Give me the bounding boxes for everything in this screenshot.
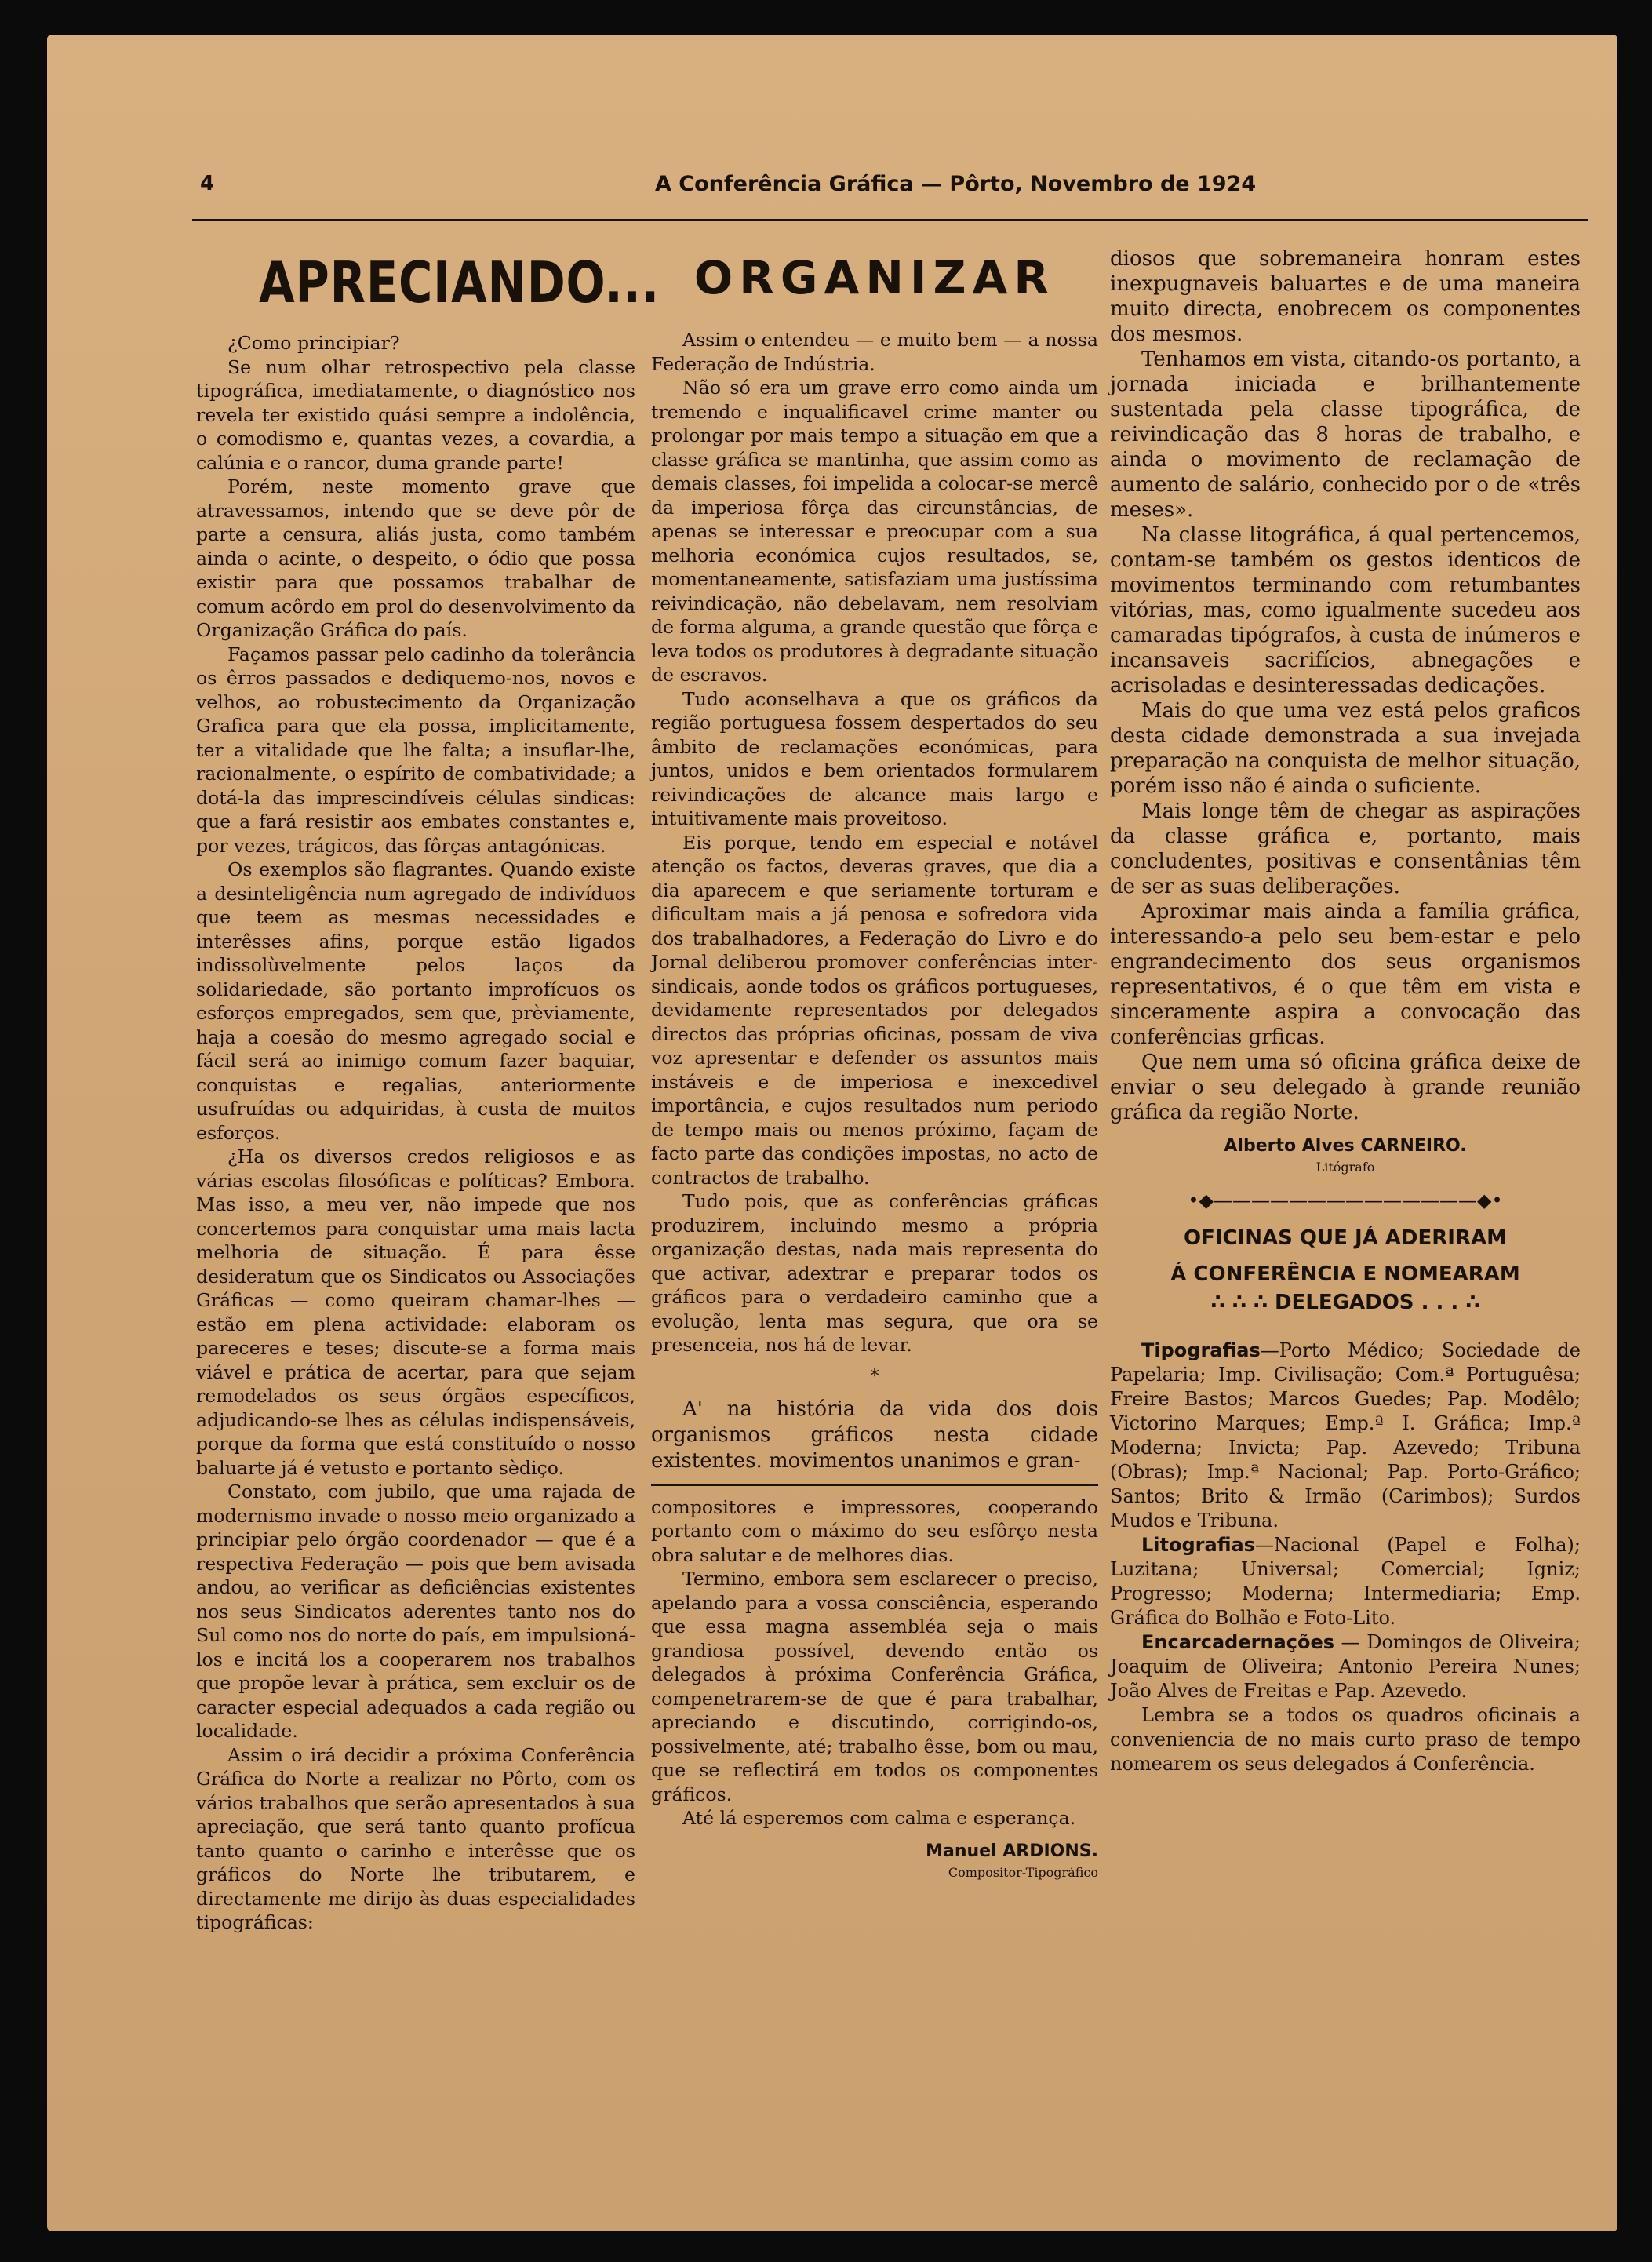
paragraph: Até lá esperemos com calma e esperança.: [682, 1807, 1076, 1829]
article-title: APRECIANDO...: [259, 250, 660, 315]
encadernacoes-text: — Domingos de Oliveira; Joaquim de Oliveira; Antonio Pereira Nunes; João Alves de Freitas e Pap. Azevedo.: [1110, 1631, 1581, 1702]
paragraph: Eis porque, tendo em especial e notável atenção os factos, deveras graves, que dia a dia aparecem e que seriamente torturam e dificultam mais a já penosa e sofredora vida dos trabalhadores, a Federação do Livro e do Jornal deliberou promover conferências inter-sindicais, aonde todos os gráficos portugueses, devidamente representados por delegados directos das próprias oficinas, possam de viva voz apresentar e defender os assuntos mais instáveis e de imperiosa e inexcedivel importância, e cujos resultados num periodo de tempo mais ou menos próximo, façam de facto parte das condições impostas, no acto de contractos de trabalho.: [651, 831, 1098, 1189]
newspaper-page: [47, 35, 1617, 2231]
paragraph: Os exemplos são flagrantes. Quando existe a desinteligência num agregado de indivíduos que teem as mesmas necessidades e interêsses afins, porque estão ligados indissolùvelmente pelos laços da solidariedade, são portanto improfícuos os esforços empregados, sem que, prèviamente, haja a coesão do mesmo agregado social e fácil será ao inimigo comum fazer baquiar, conquistas e regalias, anteriormente usufruídas ou adquiridas, à custa de muitos esforços.: [196, 858, 635, 1144]
ornament-divider: •◆——————————————◆•: [1188, 1189, 1503, 1211]
paragraph: Tudo pois, que as conferências gráficas produzirem, incluindo mesmo a própria organização destas, nada mais representa do que activar, adextrar e preparar todos os gráficos para o verdadeiro caminho que a evolução, lenta mas segura, que ora se presenceia, nos há de levar.: [651, 1190, 1098, 1356]
paragraph: compositores e impressores, cooperando portanto com o máximo do seu esfôrço nesta obra salutar e de melhores dias.: [651, 1495, 1098, 1566]
tipografias-text: —Porto Médico; Sociedade de Papelaria; Imp. Civilisação; Com.ª Portuguêsa; Freire Bastos; Marcos Guedes; Pap. Modêlo; Victorino Marques; Emp.ª I. Gráfica; Imp.ª Moderna; Invicta; Pap. Azevedo; Tribuna (Obras); Imp.ª Nacional; Pap. Porto-Gráfico; Santos; Brito & Irmão (Carimbos); Surdos Mudos e Tribuna.: [1110, 1339, 1581, 1532]
paragraph: Assim o irá decidir a próxima Conferência Gráfica do Norte a realizar no Pôrto, com os vários trabalhos que serão apresentados à sua apreciação, que será tanto quanto profícua tanto quanto o carinho e interêsse que os gráficos do Norte lhe tributarem, e directamente me dirijo às duas especialidades tipográficas:: [196, 1743, 635, 1933]
litografias-label: Litografias: [1141, 1534, 1255, 1556]
signature: Alberto Alves CARNEIRO.: [1224, 1136, 1467, 1156]
encadernacoes-label: Encarcadernações: [1141, 1631, 1335, 1653]
list-item: [1110, 1533, 1581, 1630]
paragraph: Façamos passar pelo cadinho da tolerância os êrros passados e dediquemo-nos, novos e velhos, ao robustecimento da Organização Grafica para que ela possa, implicitamente, ter a vitalidade que lhe falta; a insuflar-lhe, racionalmente, o espírito de combatividade; a dotá-la das imprescindíveis células sindicas: que a fará resistir aos embates constantes e, por vezes, trágicos, das fôrças antagónicas.: [196, 643, 635, 857]
paragraph: Que nem uma só oficina gráfica deixe de enviar o seu delegado à grande reunião gráfica da região Norte.: [1110, 1051, 1581, 1124]
litografias-text: —Nacional (Papel e Folha); Luzitana; Universal; Comercial; Igniz; Progresso; Moderna; Intermediaria; Emp. Gráfica do Bolhão e Foto-Lito.: [1110, 1534, 1581, 1629]
paragraph: Tudo aconselhava a que os gráficos da região portuguesa fossem despertados do seu âmbito de reclamações económicas, para juntos, unidos e bem orientados formularem reivindicações de alcance mais largo e intuitivamente mais proveitoso.: [651, 687, 1098, 829]
signature-role: Compositor-Tipográfico: [948, 1864, 1098, 1880]
oficinas-box: [1110, 1224, 1581, 1776]
divider: [651, 1484, 1098, 1486]
article-organizar: [651, 246, 1098, 1882]
article-title: ORGANIZAR: [693, 251, 1056, 304]
article-continuation: [1110, 246, 1581, 1776]
oficinas-title-line: OFICINAS QUE JÁ ADERIRAM: [1183, 1226, 1507, 1250]
paragraph: Termino, embora sem esclarecer o preciso, apelando para a vossa consciência, esperando que essa magna assembléa seja o mais grandiosa possível, devendo então os delegados à próxima Conferência Gráfica, compenetrarem-se de que é para trabalhar, apreciando e discutindo, corrigindo-os, possivelmente, até; trabalho êsse, bom ou mau, que se reflectirá em todos os componentes gráficos.: [651, 1568, 1098, 1805]
oficinas-title-line: Á CONFERÊNCIA E NOMEARAM: [1170, 1262, 1520, 1286]
paragraph: Assim o entendeu — e muito bem — a nossa Federação de Indústria.: [651, 329, 1098, 375]
list-item: [1110, 1630, 1581, 1703]
paragraph: ¿Como principiar?: [227, 332, 400, 354]
signature-role: Litógrafo: [1315, 1160, 1375, 1175]
paragraph: Tenhamos em vista, citando-os portanto, a jornada iniciada e brilhantemente sustentada pela classe tipográfica, de reivindicação das 8 horas de trabalho, e ainda o movimento de reclamação de aumento de salário, conhecido por o de «três meses».: [1110, 348, 1581, 522]
paragraph: Constato, com jubilo, que uma rajada de modernismo invade o nosso meio organizado a principiar pelo órgão coordenador — que é a respectiva Federação — pois que bem avisada andou, ao verificar as deficiências existentes nos seus Sindicatos aderentes tanto nos do Sul como nos do norte do país, em impulsioná-los e incitá los a cooperarem nos trabalhos que propõe levar à prática, sem excluir os de caracter especial adequados a cada região ou localidade.: [196, 1481, 635, 1742]
running-head: A Conferência Gráfica — Pôrto, Novembro de 1924: [655, 172, 1257, 196]
paragraph: Porém, neste momento grave que atravessamos, intendo que se deve pôr de parte a censura, aliás justa, como também ainda o acinte, o despeito, o ódio que possa existir para que possamos trabalhar de comum acôrdo em prol do desenvolvimento da Organização Gráfica do país.: [196, 475, 635, 641]
paragraph: diosos que sobremaneira honram estes inexpugnaveis baluartes e de uma maneira muito directa, enobrecem os componentes dos mesmos.: [1110, 247, 1581, 346]
paragraph: Se num olhar retrospectivo pela classe tipográfica, imediatamente, o diagnóstico nos revela ter existido quási sempre a indolência, o comodismo e, quantas vezes, a covardia, a calúnia e o rancor, duma grande parte!: [196, 355, 635, 474]
signature: Manuel ARDIONS.: [926, 1841, 1098, 1861]
closing-note: Lembra se a todos os quadros oficinais a conveniencia de no mais curto praso de tempo nomearem os seus delegados á Conferência.: [1110, 1704, 1581, 1775]
paragraph: ¿Ha os diversos credos religiosos e as várias escolas filosóficas e políticas? Embora. Mas isso, a meu ver, não impede que nos concertemos para conquistar uma mais lacta melhoria de situação. É para êsse desideratum que os Sindicatos ou Associações Gráficas — como queiram chamar-lhes — estão em plena actividade: elaboram os pareceres e teses; discute-se a forma mais viável e prática de acertar, para que sejam remodelados os seus órgãos específicos, adjudicando-se lhes as células indispensáveis, porque da forma que está constituído o nosso baluarte já é vetusto e portanto sèdiço.: [196, 1146, 635, 1479]
paragraph: Não só era um grave erro como ainda um tremendo e inqualificavel crime manter ou prolongar por mais tempo a situação em que a classe gráfica se mantinha, que assim como as demais classes, foi impelida a colocar-se mercê da imperiosa fôrça das circunstâncias, de apenas se interessar e preocupar com a sua melhoria económica cujos resultados, se, momentaneamente, satisfaziam uma justíssima reivindicação, não debelavam, nem resolviam de forma alguma, a grande questão que fôrça e leva todos os produtores à degradante situação de escravos.: [651, 377, 1098, 686]
article-apreciando: [196, 246, 660, 1935]
list-item: [1110, 1339, 1581, 1533]
paragraph: Aproximar mais ainda a família gráfica, interessando-a pelo seu bem-estar e pelo engrandecimento dos seus organismos representativos, é o que têm em vista e sinceramente aspira a convocação das conferências grficas.: [1110, 900, 1581, 1049]
lead-paragraph: A' na história da vida dos dois organismos gráficos nesta cidade existentes. movimentos unanimos e gran-: [651, 1397, 1098, 1473]
page-number: 4: [200, 172, 215, 195]
paragraph: Mais do que uma vez está pelos graficos desta cidade demonstrada a sua invejada preparação na conquista de melhor situação, porém isso não é ainda o suficiente.: [1110, 699, 1581, 798]
page-header: [192, 172, 1588, 221]
paragraph: Mais longe têm de chegar as aspirações da classe gráfica e, portanto, mais concludentes, positivas e consentânias têm de ser as suas deliberações.: [1110, 800, 1581, 898]
section-star: *: [870, 1366, 879, 1386]
oficinas-title-line: ∴ ∴ ∴ DELEGADOS . . . ∴: [1210, 1291, 1480, 1314]
paragraph: Na classe litográfica, á qual pertencemos, contam-se também os gestos identicos de movimentos terminando com retumbantes vitórias, mas, como igualmente sucedeu aos camaradas tipógrafos, à custa de inúmeros e incansaveis sacrifícios, abnegações e acrisoladas e desinteressadas dedicações.: [1110, 523, 1581, 698]
tipografias-label: Tipografias: [1141, 1339, 1261, 1361]
